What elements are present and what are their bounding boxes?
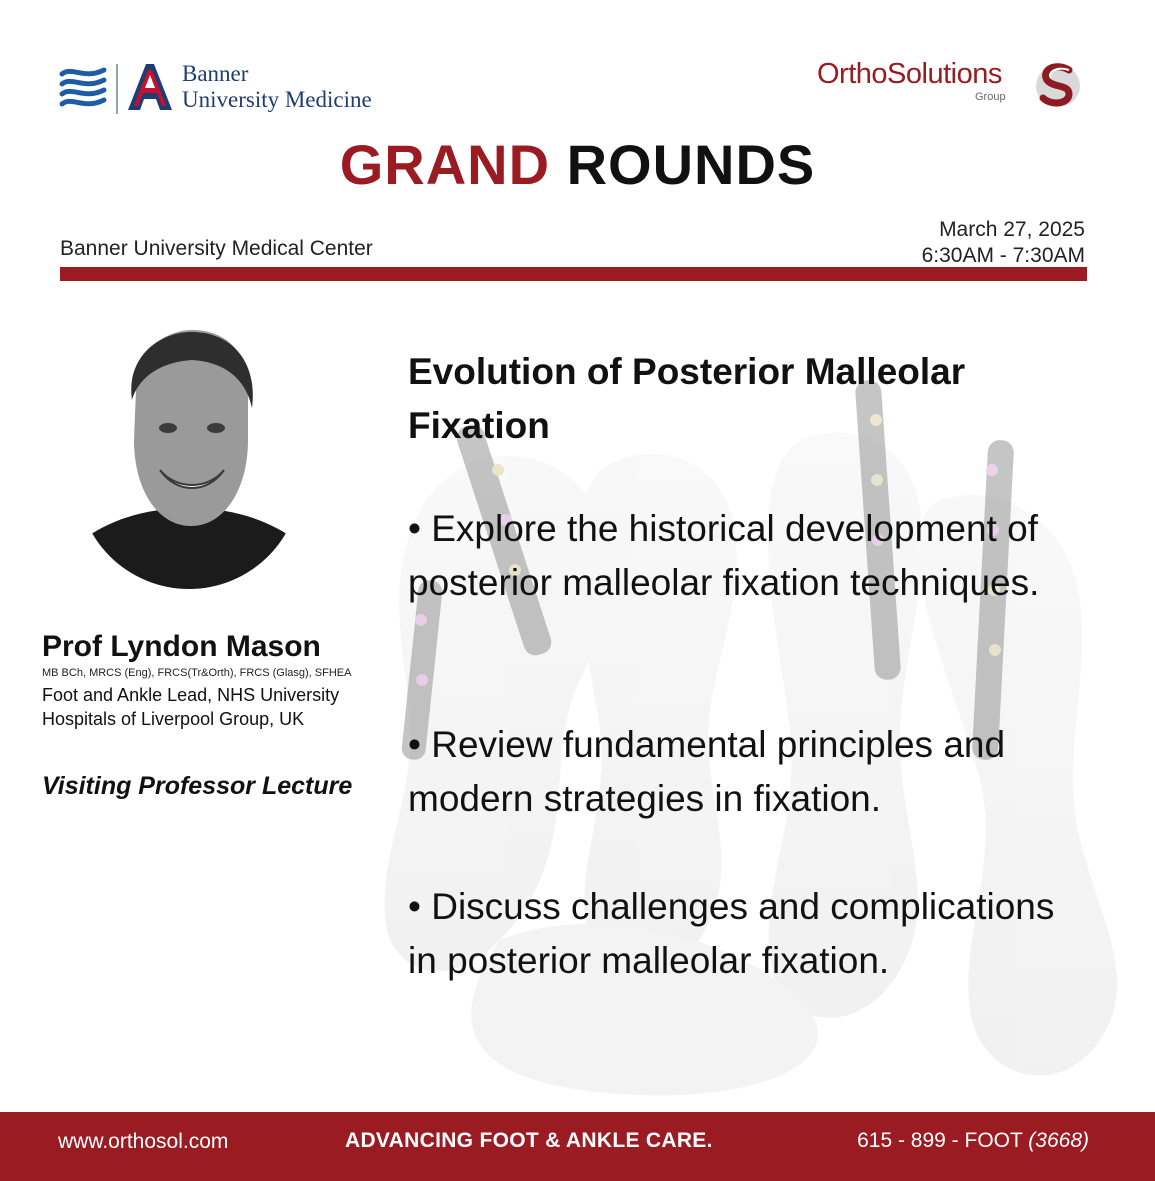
banner-logo-line1: Banner bbox=[182, 61, 249, 86]
speaker-name: Prof Lyndon Mason bbox=[42, 630, 321, 663]
orthosolutions-emblem-icon bbox=[1033, 58, 1083, 110]
talk-bullet-1: • Explore the historical development of posterior malleolar fixation techniques. bbox=[408, 508, 1040, 603]
banner-logo-line2: University Medicine bbox=[182, 87, 372, 112]
footer-tagline: ADVANCING FOOT & ANKLE CARE. bbox=[345, 1129, 713, 1152]
footer-phone bbox=[857, 1129, 1089, 1153]
banner-university-medicine-logo bbox=[58, 60, 408, 120]
orthosolutions-logo-name: OrthoSolutions bbox=[817, 58, 1002, 90]
speaker-role-line1: Foot and Ankle Lead, NHS University bbox=[42, 685, 340, 705]
footer-website: www.orthosol.com bbox=[58, 1130, 229, 1153]
lecture-type: Visiting Professor Lecture bbox=[42, 772, 353, 800]
page-title bbox=[0, 132, 1155, 197]
header-divider-bar bbox=[60, 267, 1087, 281]
footer-phone-number: 615 - 899 - FOOT bbox=[857, 1129, 1023, 1152]
event-date: March 27, 2025 bbox=[939, 218, 1085, 241]
talk-bullet-3: • Discuss challenges and complications in posterior malleolar fixation. bbox=[408, 886, 1055, 981]
block-a-logo-icon bbox=[126, 62, 174, 112]
title-grand: GRAND bbox=[339, 133, 551, 196]
orthosolutions-logo-group: Group bbox=[975, 91, 1006, 103]
title-rounds: ROUNDS bbox=[566, 133, 816, 196]
event-time: 6:30AM - 7:30AM bbox=[921, 244, 1085, 267]
logo-separator bbox=[116, 64, 118, 114]
speaker-credentials: MB BCh, MRCS (Eng), FRCS(Tr&Orth), FRCS (Glasg), SFHEA bbox=[42, 667, 352, 679]
center-name: Banner University Medical Center bbox=[60, 237, 373, 260]
orthosolutions-logo bbox=[815, 58, 1085, 113]
banner-waves-icon bbox=[58, 64, 108, 112]
footer-bar bbox=[0, 1112, 1155, 1181]
speaker-role-line2: Hospitals of Liverpool Group, UK bbox=[42, 709, 305, 729]
footer-phone-suffix: (3668) bbox=[1028, 1129, 1089, 1152]
event-datetime bbox=[922, 217, 1085, 269]
talk-title: Evolution of Posterior Malleolar Fixation bbox=[408, 351, 966, 446]
speaker-photo bbox=[76, 330, 302, 590]
talk-bullet-2: • Review fundamental principles and modern strategies in fixation. bbox=[408, 724, 1006, 819]
